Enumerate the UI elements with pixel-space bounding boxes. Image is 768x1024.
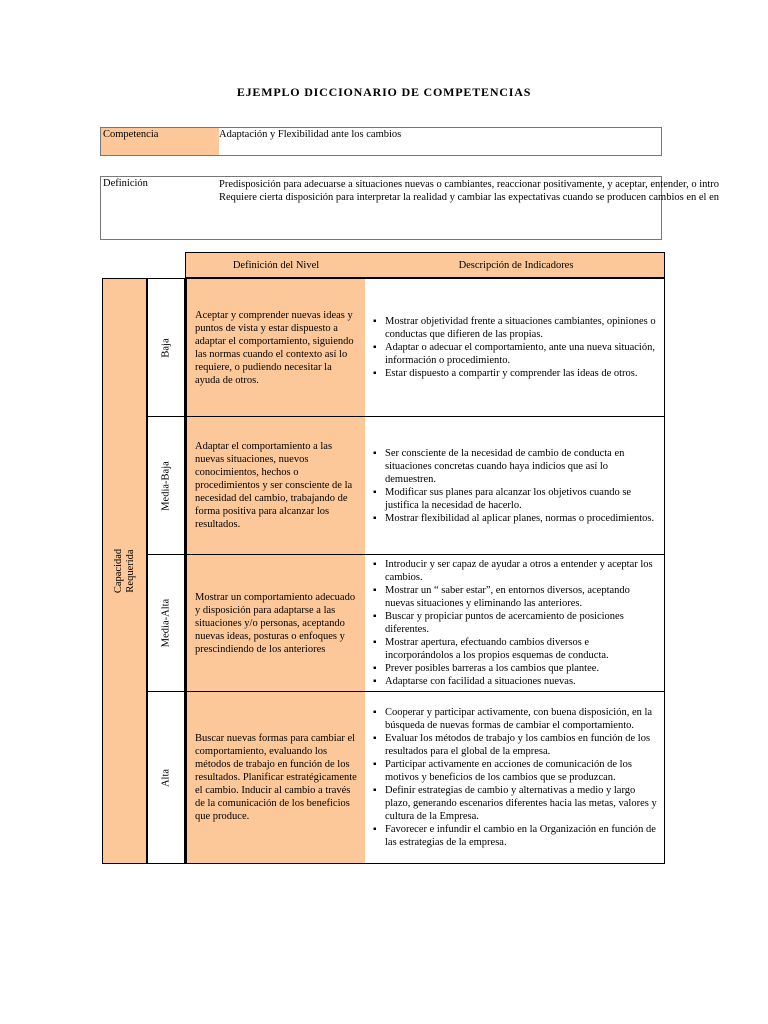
level-definition-cell xyxy=(185,278,365,417)
level-label: Media-Baja xyxy=(160,460,172,511)
indicator-list xyxy=(373,706,658,849)
indicator-item: ▪ Modificar sus planes para alcanzar los objetivos cuando se justifica la necesidad de hacerlo. xyxy=(373,486,658,512)
definicion-line-2: Requiere cierta disposición para interpretar la realidad y cambiar las expectativas cuando se producen cambios en el en xyxy=(219,192,719,203)
header-definicion-nivel: Definición del Nivel xyxy=(232,259,320,271)
indicator-item: ▪ Ser consciente de la necesidad de cambio de conducta en situaciones concretas cuando haya indicios que así lo demuestren. xyxy=(373,447,658,486)
level-label: Media-Alta xyxy=(160,598,172,648)
level-definition-cell xyxy=(185,691,365,864)
indicators-cell xyxy=(365,416,665,555)
indicator-item: ▪ Cooperar y participar activamente, con buena disposición, en la búsqueda de nuevas formas de cambiar el comportamiento. xyxy=(373,706,658,732)
definicion-line-1: Predisposición para adecuarse a situaciones nuevas o cambiantes, reaccionar positivamente, y aceptar, entender, o intro xyxy=(219,179,720,190)
indicator-item: ▪ Mostrar un “ saber estar”, en entornos diversos, aceptando nuevas situaciones y eliminando las anteriores. xyxy=(373,584,658,610)
indicator-item: ▪ Buscar y propiciar puntos de acercamiento de posiciones diferentes. xyxy=(373,610,658,636)
level-label: Baja xyxy=(160,337,172,358)
indicator-item: ▪ Prever posibles barreras a los cambios que plantee. xyxy=(373,662,658,675)
indicator-item: ▪ Adaptarse con facilidad a situaciones nuevas. xyxy=(373,675,658,688)
capacidad-requerida-label xyxy=(113,549,137,593)
indicators-cell xyxy=(365,554,665,692)
definicion-box xyxy=(100,176,720,240)
indicators-cell xyxy=(365,691,665,864)
indicator-item: ▪ Favorecer e infundir el cambio en la Organización en función de las estrategias de la empresa. xyxy=(373,823,658,849)
level-label: Alta xyxy=(160,768,172,787)
definicion-value xyxy=(219,177,719,204)
level-cell-media-baja xyxy=(147,416,185,555)
indicator-item: ▪ Estar dispuesto a compartir y comprender las ideas de otros. xyxy=(373,367,658,380)
level-definition-cell xyxy=(185,416,365,555)
indicator-item: ▪ Introducir y ser capaz de ayudar a otros a entender y aceptar los cambios. xyxy=(373,558,658,584)
document-title: EJEMPLO DICCIONARIO DE COMPETENCIAS xyxy=(236,85,532,99)
indicator-item: ▪ Mostrar apertura, efectuando cambios diversos e incorporándolos a los propios esquemas de conducta. xyxy=(373,636,658,662)
indicator-list xyxy=(373,558,658,688)
indicator-list xyxy=(373,447,658,525)
header-descripcion-indicadores: Descripción de Indicadores xyxy=(458,259,574,271)
competencia-value: Adaptación y Flexibilidad ante los cambios xyxy=(219,129,402,140)
capacidad-line-2: Requerida xyxy=(124,549,136,593)
indicators-cell xyxy=(365,278,665,417)
level-definition-text: Aceptar y comprender nuevas ideas y puntos de vista y estar dispuesto a adaptar el comportamiento, siguiendo las normas cuando el contexto así lo requiere, o pudiendo necesitar la ayuda de otros. xyxy=(195,309,354,386)
level-definition-text: Mostrar un comportamiento adecuado y disposición para adaptarse a las situaciones y/o personas, aceptando nuevas ideas, posturas o enfoques y prescindiendo de los anteriores xyxy=(195,591,356,655)
table-header xyxy=(185,252,665,278)
level-definition-cell xyxy=(185,554,365,692)
level-definition-text: Adaptar el comportamiento a las nuevas situaciones, nuevos conocimientos, hechos o procedimientos y ser consciente de la necesidad del cambio, trabajando de forma positiva para alcanzar los resultados. xyxy=(195,441,353,530)
capacidad-requerida-cell xyxy=(102,278,147,864)
level-definition-text: Buscar nuevas formas para cambiar el comportamiento, evaluando los métodos de trabajo en función de los resultados. Planificar estratégicamente el cambio. Inducir al cambio a través de la comunicación de los beneficios que produce. xyxy=(195,733,357,822)
indicator-item: ▪ Mostrar flexibilidad al aplicar planes, normas o procedimientos. xyxy=(373,512,658,525)
competencia-box xyxy=(100,127,662,156)
level-cell-media-alta xyxy=(147,554,185,692)
definicion-label: Definición xyxy=(103,178,148,189)
indicator-item: ▪ Definir estrategias de cambio y alternativas a medio y largo plazo, generando escenarios diferentes hacia las metas, valores y cultura de la Empresa. xyxy=(373,784,658,823)
indicator-item: ▪ Mostrar objetividad frente a situaciones cambiantes, opiniones o conductas que difieren de las propias. xyxy=(373,315,658,341)
indicator-list xyxy=(373,315,658,380)
level-cell-baja xyxy=(147,278,185,417)
competencia-label: Competencia xyxy=(101,128,219,155)
indicator-item: ▪ Evaluar los métodos de trabajo y los cambios en función de los resultados para el global de la empresa. xyxy=(373,732,658,758)
capacidad-line-1: Capacidad xyxy=(112,548,124,594)
indicator-item: ▪ Participar activamente en acciones de comunicación de los motivos y beneficios de los cambios que se produzcan. xyxy=(373,758,658,784)
indicator-item: ▪ Adaptar o adecuar el comportamiento, ante una nueva situación, información o procedimiento. xyxy=(373,341,658,367)
level-cell-alta xyxy=(147,691,185,864)
